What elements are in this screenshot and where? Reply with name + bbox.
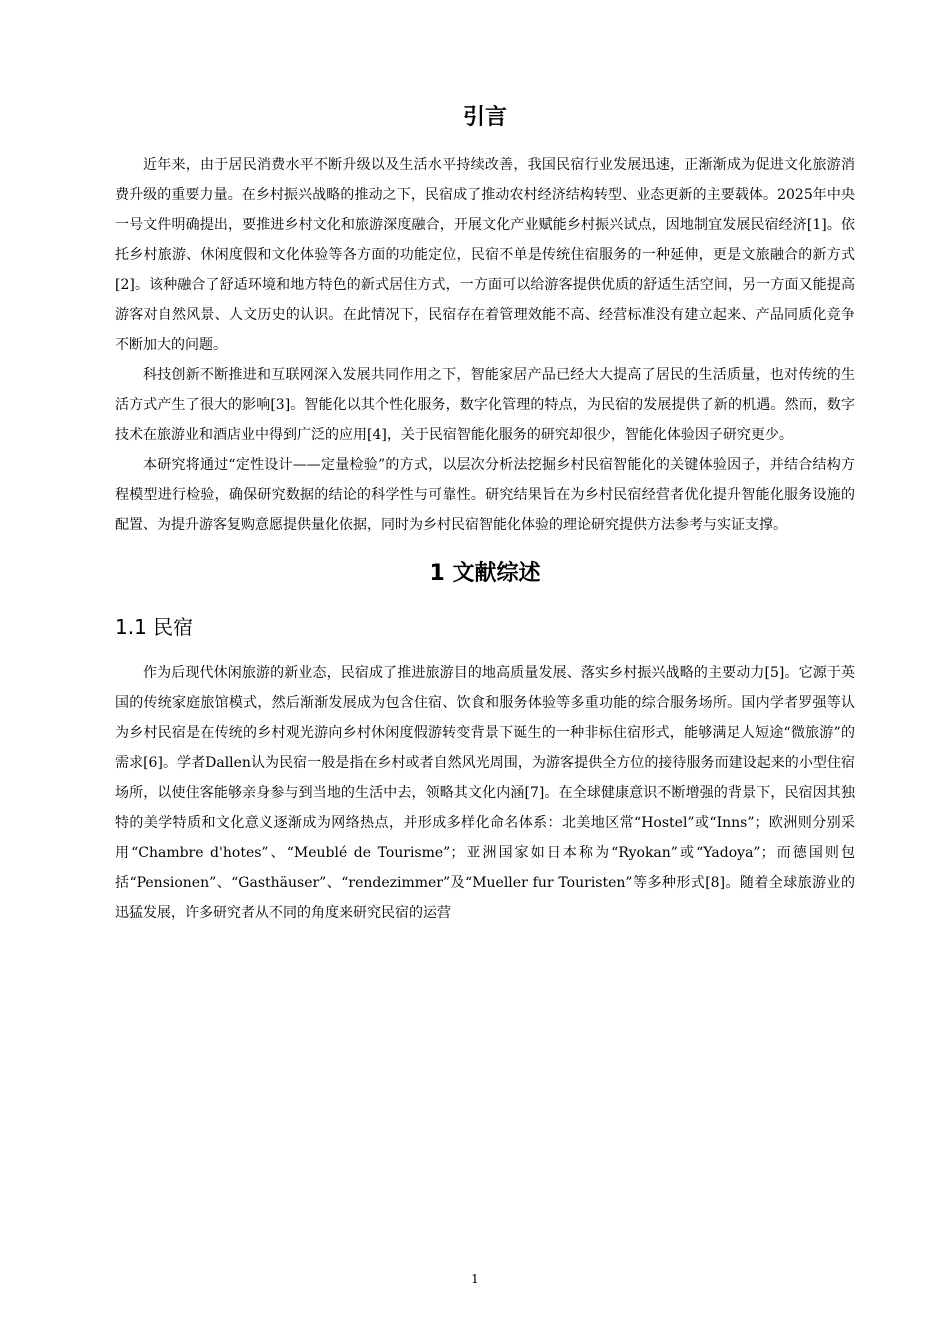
chapter-heading: 1 文献综述 [429, 561, 541, 586]
intro-paragraph-3: 本研究将通过“定性设计——定量检验”的方式，以层次分析法挖掘乡村民宿智能化的关键体验因子，并结合结构方程模型进行检验，确保研究数据的结论的科学性与可靠性。研究结果旨在为乡村民宿经营者优化提升智能化服务设施的配置、为提升游客复购意愿提供量化依据，同时为乡村民宿智能化体验的理论研究提供方法参考与实证支撑。 [115, 457, 855, 533]
intro-paragraph-1: 近年来，由于居民消费水平不断升级以及生活水平持续改善，我国民宿行业发展迅速，正渐渐成为促进文化旅游消费升级的重要力量。在乡村振兴战略的推动之下，民宿成了推动农村经济结构转型、业态更新的主要载体。2025年中央一号文件明确提出，要推进乡村文化和旅游深度融合，开展文化产业赋能乡村振兴试点，因地制宜发展民宿经济[1]。依托乡村旅游、休闲度假和文化体验等各方面的功能定位，民宿不单是传统住宿服务的一种延伸，更是文旅融合的新方式[2]。该种融合了舒适环境和地方特色的新式居住方式，一方面可以给游客提供优质的舒适生活空间，另一方面又能提高游客对自然风景、人文历史的认识。在此情况下，民宿存在着管理效能不高、经营标准没有建立起来、产品同质化竞争不断加大的问题。 [115, 157, 855, 353]
intro-heading: 引言 [462, 105, 507, 130]
section-paragraph-1: 作为后现代休闲旅游的新业态，民宿成了推进旅游目的地高质量发展、落实乡村振兴战略的主要动力[5]。它源于英国的传统家庭旅馆模式，然后渐渐发展成为包含住宿、饮食和服务体验等多重功能的综合服务场所。国内学者罗强等认为乡村民宿是在传统的乡村观光游向乡村休闲度假游转变背景下诞生的一种非标住宿形式，能够满足人短途“微旅游”的需求[6]。学者Dallen认为民宿一般是指在乡村或者自然风光周围，为游客提供全方位的接待服务而建设起来的小型住宿场所，以使住客能够亲身参与到当地的生活中去，领略其文化内涵[7]。在全球健康意识不断增强的背景下，民宿因其独特的美学特质和文化意义逐渐成为网络热点，并形成多样化命名体系：北美地区常“Hostel”或“Inns”；欧洲则分别采用“Chambre d'hotes”、“Meublé de Tourisme”；亚洲国家如日本称为“Ryokan”或“Yadoya”；而德国则包括“Pensionen”、“Gasthäuser”、“rendezimmer”及“Mueller fur Touristen”等多种形式[8]。随着全球旅游业的迅猛发展，许多研究者从不同的角度来研究民宿的运营 [115, 665, 855, 921]
intro-paragraph-2: 科技创新不断推进和互联网深入发展共同作用之下，智能家居产品已经大大提高了居民的生活质量，也对传统的生活方式产生了很大的影响[3]。智能化以其个性化服务，数字化管理的特点，为民宿的发展提供了新的机遇。然而，数字技术在旅游业和酒店业中得到广泛的应用[4]，关于民宿智能化服务的研究却很少，智能化体验因子研究更少。 [115, 367, 855, 443]
page-content [115, 100, 855, 928]
section-heading: 1.1 民宿 [115, 615, 194, 639]
page-number: 1 [471, 1272, 479, 1286]
